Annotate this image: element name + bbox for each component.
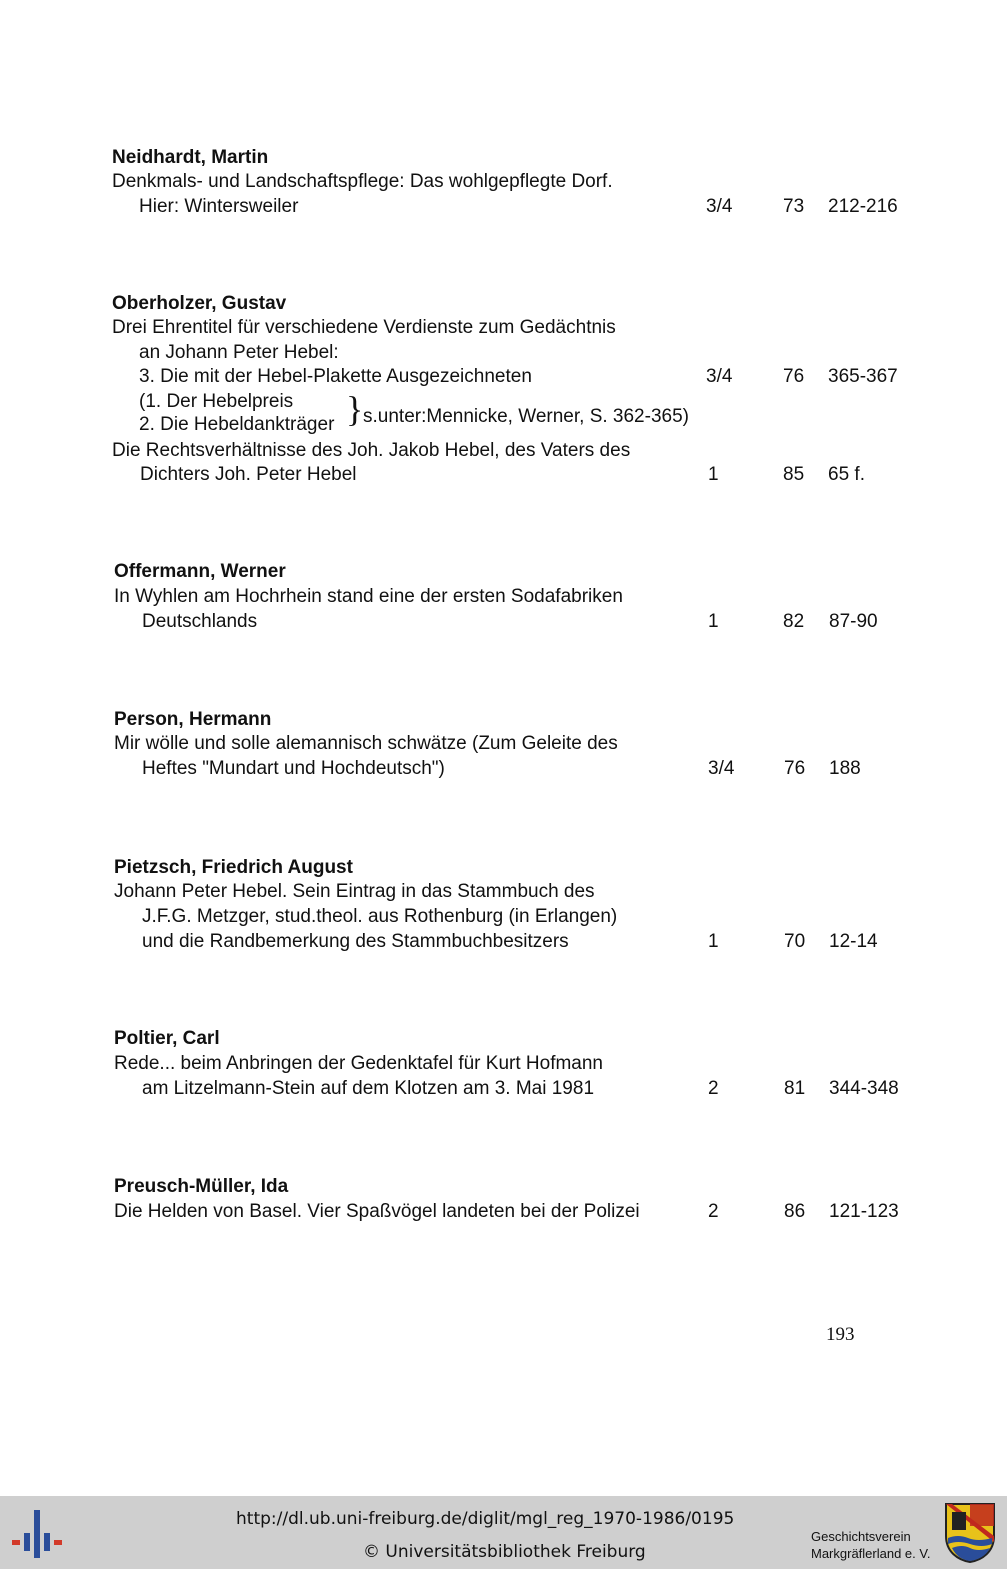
digital-library-logo-icon xyxy=(10,1506,64,1560)
title-line: (1. Der Hebelpreis xyxy=(139,391,294,412)
heft-number: 1 xyxy=(708,464,719,485)
title-line: am Litzelmann-Stein auf dem Klotzen am 3. Mai 1981 xyxy=(142,1078,595,1099)
page-range: 365-367 xyxy=(828,366,898,387)
heft-number: 3/4 xyxy=(708,758,735,779)
heft-number: 2 xyxy=(708,1201,719,1222)
title-line: an Johann Peter Hebel: xyxy=(139,342,339,363)
coat-of-arms-icon xyxy=(944,1502,996,1564)
page-range: 121-123 xyxy=(829,1201,899,1222)
title-line: Rede... beim Anbringen der Gedenktafel für Kurt Hofmann xyxy=(114,1053,603,1074)
document-url[interactable]: http://dl.ub.uni-freiburg.de/diglit/mgl_reg_1970-1986/0195 xyxy=(236,1509,735,1529)
author-name: Person, Hermann xyxy=(114,709,272,730)
title-line: Mir wölle und solle alemannisch schwätze (Zum Geleite des xyxy=(114,733,618,754)
title-line: Drei Ehrentitel für verschiedene Verdienste zum Gedächtnis xyxy=(112,317,616,338)
page-range: 188 xyxy=(829,758,861,779)
author-name: Poltier, Carl xyxy=(114,1028,220,1049)
jahrgang: 70 xyxy=(784,931,806,952)
jahrgang: 86 xyxy=(784,1201,806,1222)
heft-number: 1 xyxy=(708,931,719,952)
title-line: J.F.G. Metzger, stud.theol. aus Rothenburg (in Erlangen) xyxy=(142,906,618,927)
title-line: Hier: Wintersweiler xyxy=(139,196,299,217)
page-range: 65 f. xyxy=(828,464,865,485)
brace-glyph: } xyxy=(346,389,364,429)
heft-number: 1 xyxy=(708,611,719,632)
title-line: und die Randbemerkung des Stammbuchbesitzers xyxy=(142,931,569,952)
cross-reference: s.unter:Mennicke, Werner, S. 362-365) xyxy=(363,406,689,427)
title-line: 2. Die Hebeldankträger xyxy=(139,414,335,435)
jahrgang: 82 xyxy=(783,611,805,632)
author-name: Oberholzer, Gustav xyxy=(112,293,287,314)
author-name: Preusch-Müller, Ida xyxy=(114,1176,289,1197)
title-line: Deutschlands xyxy=(142,611,258,632)
title-line: Die Rechtsverhältnisse des Joh. Jakob Hebel, des Vaters des xyxy=(112,440,631,461)
heft-number: 3/4 xyxy=(706,366,733,387)
copyright-text: © Universitätsbibliothek Freiburg xyxy=(363,1542,646,1562)
author-name: Offermann, Werner xyxy=(114,561,286,582)
title-line: In Wyhlen am Hochrhein stand eine der ersten Sodafabriken xyxy=(114,586,623,607)
title-line: Johann Peter Hebel. Sein Eintrag in das Stammbuch des xyxy=(114,881,595,902)
title-line: Die Helden von Basel. Vier Spaßvögel landeten bei der Polizei xyxy=(114,1201,640,1222)
jahrgang: 85 xyxy=(783,464,805,485)
heft-number: 3/4 xyxy=(706,196,733,217)
page-range: 344-348 xyxy=(829,1078,899,1099)
jahrgang: 81 xyxy=(784,1078,806,1099)
heft-number: 2 xyxy=(708,1078,719,1099)
association-name: Markgräflerland e. V. xyxy=(811,1546,931,1561)
page-range: 212-216 xyxy=(828,196,898,217)
author-name: Pietzsch, Friedrich August xyxy=(114,857,353,878)
footer-bar xyxy=(0,1496,1007,1569)
page-range: 12-14 xyxy=(829,931,878,952)
author-name: Neidhardt, Martin xyxy=(112,147,269,168)
association-name: Geschichtsverein xyxy=(811,1529,911,1544)
page-number: 193 xyxy=(826,1324,855,1345)
jahrgang: 76 xyxy=(783,366,805,387)
title-line: Dichters Joh. Peter Hebel xyxy=(140,464,357,485)
page-range: 87-90 xyxy=(829,611,878,632)
jahrgang: 76 xyxy=(784,758,806,779)
title-line: Denkmals- und Landschaftspflege: Das wohlgepflegte Dorf. xyxy=(112,171,613,192)
title-line: Heftes "Mundart und Hochdeutsch") xyxy=(142,758,445,779)
title-line: 3. Die mit der Hebel-Plakette Ausgezeichneten xyxy=(139,366,532,387)
jahrgang: 73 xyxy=(783,196,805,217)
